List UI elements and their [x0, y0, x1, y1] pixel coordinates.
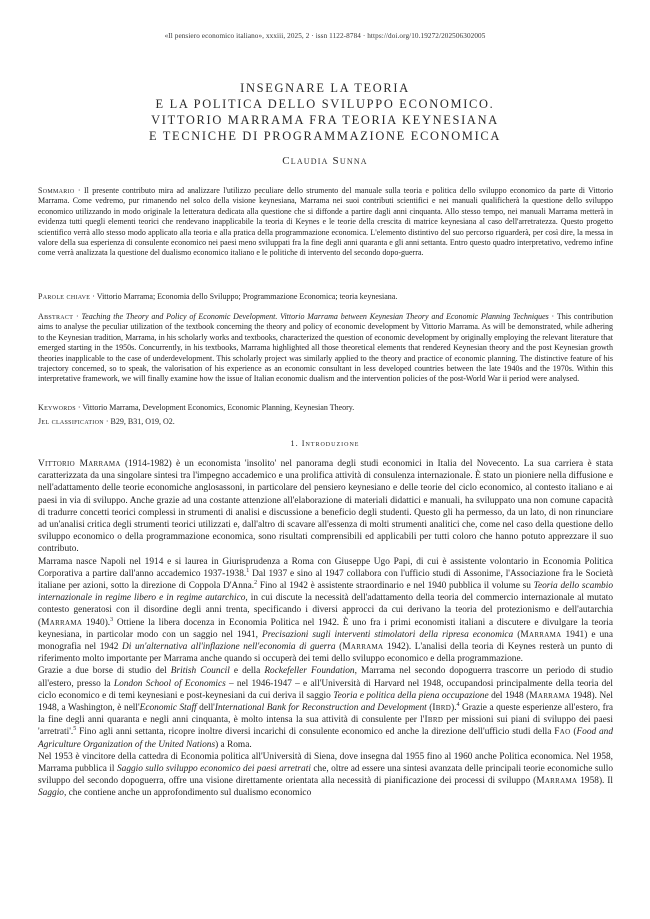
- jel-text: B29, B31, O19, O2.: [110, 417, 175, 426]
- p2-text-i: (: [335, 642, 343, 653]
- parole-chiave-label: Parole chiave: [38, 292, 91, 301]
- p3-text-m: (: [570, 727, 577, 738]
- p2-text-c: Fino al 1942 è assistente straordinario e nel 1940 pubblica il volume su: [257, 581, 534, 592]
- title-line-3: VITTORIO MARRAMA FRA TEORIA KEYNESIANA: [151, 113, 499, 127]
- p3-italic-5: Economic Staff: [139, 703, 197, 714]
- p3-italic-7: Food and Agriculture Organization of the United Nations: [38, 727, 614, 750]
- abstract-label: Abstract: [38, 312, 74, 321]
- p4-text-d: , che contiene anche un approfondimento sul dualismo economico: [63, 788, 312, 799]
- p3-text-e: del 1948 (: [488, 690, 530, 701]
- sommario-label: Sommario: [38, 186, 75, 195]
- p2-text-j: 1942). L'analisi della teoria di Keynes resterà un punto di riferimento molto importante per Marrama anche quando si occuperà dei temi dello sviluppo economico e della programmazione.: [38, 642, 613, 665]
- p4-text-a: Nel 1953 è vincitore della cattedra di Economia politica all'Università di Siena, dove insegna dal 1955 fino al 1960 anche Politica economica. Nel 1958, Marrama pubblica il: [38, 751, 613, 775]
- sommario-text: Il presente contributo mira ad analizzare l'utilizzo peculiare dello strumento del manuale sulla teoria e politica dello sviluppo economico da parte di Vittorio Marrama. Come vedremo, pur rimanendo nel solco della visione keynesiana, Marrama nei suoi contributi scientifici e nei manuali qualificherà la questione dello sviluppo economico utilizzando in modo originale la letteratura dedicata alla questione che si diffonde a partire dagli anni cinquanta. Allo stesso tempo, nei manuali Marrama metterà in evidenza tutti quegli elementi teorici che rendevano inapplicabile la teoria di Keynes e le teorie della crescita di matrice keynesiana al caso dell'arretratezza. Questo progetto scientifico verrà allo stesso modo applicato alla teoria e alla pratica della programmazione economica. L'elemento distintivo del suo percorso riguarderà, per così dire, la messa in valore della sua esperienza di consulente economico nei paesi meno sviluppati fra la fine degli anni quaranta e gli anni settanta. Entro questo quadro interpretativo, vedremo infine come verrà analizzata la questione del dualismo economico italiano e le politiche di intervento del secondo dopo-guerra.: [38, 186, 613, 258]
- p2-text-b: Dal 1937 e sino al 1947 collabora con l'ufficio studi di Assonime, l'Associazione fra le Società italiane per azioni, sotto la direzione di Coppola D'Anna.: [38, 568, 614, 592]
- p4-text-b: che, oltre ad essere una sintesi avanzata delle principali teorie economiche sullo sviluppo del secondo dopoguerra, offre una visione direttamente orientata alla necessità di pianificazione dei processi di sviluppo (: [38, 764, 613, 787]
- footnote-ref-1[interactable]: 1: [246, 567, 250, 574]
- citation: Marrama: [529, 690, 571, 701]
- p3-text-i: ).: [451, 703, 457, 714]
- article-title: [40, 80, 610, 144]
- p4-italic-1: Saggio sullo sviluppo economico dei paesi arretrati: [116, 764, 311, 775]
- abstract-block: Abstract · Teaching the Theory and Policy of Economic Development. Vittorio Marrama between Keynesian Theory and Economic Planning Techniques · This contribution aims to analyse the peculiar utilization of the textbook concerning the theory and policy of economic development by Vittorio Marrama. As will be demonstrated, while adhering to the Keynesian tradition, Marrama, in his scholarly works and textbooks, characterized the question of economic development by originally employing the relevant literature that emerged starting in the 1950s. Concurrently, in his textbooks, Marrama highlighted all those theoretical elements that rendered Keynesian theory and the post Keynesian growth theories inapplicable to the case of underdevelopment. This scholarly project was similarly applied to the theory and practice of economic planning. The distinctive feature of his trajectory concerned, so to speak, the valorisation of his experience as an economic consultant in less developed countries between the late 1940s and the 1970s. Within this interpretative framework, we will finally examine how the issue of Italian economic dualism and the intervention policies of the post-World War ii period were analysed.: [38, 312, 614, 384]
- p3-italic-1: British Council: [170, 666, 230, 677]
- p4-text-c: 1958). Il: [577, 776, 613, 787]
- p3-text-l: Fino agli anni settanta, ricopre inoltre diversi incarichi di consulente economico ed anche la direzione dell'ufficio studi della: [76, 727, 555, 738]
- p3-text-g: dell': [196, 703, 215, 714]
- p3-italic-2: Rockefeller Foundation: [264, 666, 355, 677]
- title-line-4: E TECNICHE DI PROGRAMMAZIONE ECONOMICA: [148, 129, 502, 143]
- p3-text-c: , Marrama nel secondo dopoguerra trascorre un periodo di studio all'estero, presso la: [38, 666, 613, 689]
- p2-text-f: Ottiene la libera docenza in Economia Politica nel 1942. È uno fra i primi economisti italiani a discutere e divulgare la teoria keynesiana, in particolar modo con un saggio nel 1941,: [38, 617, 613, 640]
- paragraph-2: [38, 556, 613, 666]
- paragraph-4: [38, 751, 613, 800]
- p3-text-n: ) a Roma.: [215, 739, 252, 750]
- p3-text-k: per missioni sui piani di sviluppo dei paesi 'arretrati'.: [38, 715, 613, 738]
- p3-text-f: 1948). Nel 1948, a Washington, è nell': [38, 690, 613, 714]
- p3-text-h: (: [426, 703, 433, 714]
- p2-text-e: 1940).: [82, 617, 111, 628]
- p3-text-j: Grazie a queste esperienze all'estero, fra la fine degli anni quaranta e negli anni cinquanta, è molto intensa la sua attività di consulente per l': [38, 703, 613, 726]
- title-line-2: E LA POLITICA DELLO SVILUPPO ECONOMICO.: [155, 97, 495, 111]
- paragraph-1-text: (1914-1982) è un economista 'insolito' nel panorama degli studi economici in Italia del Novecento. La sua carriera è stata caratterizzata da una singolare sintesi tra l'impegno accademico e una prolifica attività di consulenza internazionale. È stato un pioniere nella diffusione e nell'adattamento delle teorie economiche anglosassoni, in particolare del pensiero keynesiano e delle teorie del ciclo economico, al contesto italiano e ai paesi in via di sviluppo. Anche grazie ad una costante attenzione all'elaborazione di materiali didattici e manuali, ha sviluppato una non comune capacità di tradurre concetti teorici complessi in strumenti di analisi e discussione a beneficio degli studenti. Questo gli ha permesso, da un lato, di non rinunciare ad un'analisi critica degli strumenti teorici utilizzati e, dall'altro di scavare all'essenza di molti strumenti analitici che, come nel caso della questione dello sviluppo economico o della programmazione economica, sono risultati comprensibili ed applicabili per tutti coloro che hanno potuto apprezzare il suo contributo.: [38, 459, 613, 555]
- p3-italic-3: London School of Economics: [113, 678, 226, 689]
- parole-chiave-block: Parole chiave · Vittorio Marrama; Economia dello Sviluppo; Programmazione Economica; teoria keynesiana.: [38, 292, 398, 301]
- sommario-block: Sommario · Il presente contributo mira ad analizzare l'utilizzo peculiare dello strumento del manuale sulla teoria e politica dello sviluppo economico da parte di Vittorio Marrama. Come vedremo, pur rimanendo nel solco della visione keynesiana, Marrama nei suoi contributi scientifici e nei manuali qualificherà la questione dello sviluppo economico utilizzando in modo originale la letteratura dedicata alla questione che si diffonde a partire dagli anni cinquanta. Allo stesso tempo, nei manuali Marrama metterà in evidenza tutti quegli elementi teorici che rendevano inapplicabile la teoria di Keynes e le teorie della crescita di matrice keynesiana al caso dell'arretratezza. Questo progetto scientifico verrà allo stesso modo applicato alla teoria e alla pratica della programmazione economica. L'elemento distintivo del suo percorso riguarderà, per così dire, la messa in valore della sua esperienza di consulente economico nei paesi meno sviluppati fra la fine degli anni quaranta e gli anni settanta. Entro questo quadro interpretativo, vedremo infine come verrà analizzata la questione del dualismo economico italiano e le politiche di intervento del secondo dopo-guerra.: [38, 186, 613, 258]
- footnote-ref-4[interactable]: 4: [456, 701, 460, 708]
- abstract-title: Teaching the Theory and Policy of Economic Development. Vittorio Marrama between Keynesian Theory and Economic Planning Techniques: [81, 312, 549, 321]
- parole-chiave-text: Vittorio Marrama; Economia dello Sviluppo; Programmazione Economica; teoria keynesiana.: [96, 292, 398, 301]
- p2-text-h: 1941) e una monografia nel 1942: [38, 629, 613, 653]
- footnote-ref-3[interactable]: 3: [110, 616, 114, 623]
- p2-text-a: Marrama nasce Napoli nel 1914 e si laurea in Giurisprudenza a Roma con Giuseppe Ugo Papi, di cui è assistente volontario in Economia Politica Corporativa a partire dall'anno accademico 1937-1938.: [38, 556, 613, 579]
- citation: Marrama: [536, 776, 578, 787]
- citation: Marrama: [520, 629, 562, 640]
- citation: Marrama: [41, 617, 83, 628]
- p4-italic-2: Saggio: [38, 788, 64, 799]
- acronym: Ibrd: [424, 715, 444, 726]
- p3-text-a: Grazie a due borse di studio del: [38, 666, 171, 677]
- p3-text-b: e della: [229, 666, 265, 677]
- p2-text-d: , in cui discute la necessità dell'adattamento della teoria del commercio internazionale al mutato contesto generatosi con il disordine degli anni trenta, specificando i diversi approcci da cui derivano la teoria del protezionismo e dell'autarchia (: [38, 593, 613, 628]
- title-line-1: INSEGNARE LA TEORIA: [240, 81, 410, 95]
- keywords-label: Keywords: [38, 403, 76, 412]
- article-body: [38, 458, 613, 800]
- author-name: Claudia Sunna: [282, 155, 368, 167]
- acronym: Fao: [554, 727, 571, 738]
- keywords-block: Keywords · Vittorio Marrama, Development Economics, Economic Planning, Keynesian Theory.: [38, 403, 355, 412]
- p3-italic-6: International Bank for Reconstruction and Development: [214, 703, 427, 714]
- abstract-text: This contribution aims to analyse the peculiar utilization of the textbook concerning the theory and policy of economic development by Vittorio Marrama. As will be demonstrated, while adhering to the Keynesian tradition, Marrama, in his scholarly works and textbooks, characterized the question of economic development by originally employing the relevant literature that emerged starting in the 1950s. Concurrently, in his textbooks, Marrama highlighted all those theoretical elements that rendered Keynesian theory and the post Keynesian growth theories inapplicable to the case of underdevelopment. This scholarly project was similarly applied to the theory and practice of economic planning. The distinctive feature of his trajectory concerned, so to speak, the valorisation of his experience as an economic consultant in less developed countries between the late 1940s and the 1970s. Within this interpretative framework, we will finally examine how the issue of Italian economic dualism and the intervention policies of the post-World War ii period were analysed.: [38, 312, 614, 384]
- paragraph-3: [38, 665, 613, 750]
- paragraph-1: [38, 458, 613, 556]
- p3-italic-4: Teoria e politica della piena occupazione: [333, 690, 489, 701]
- p3-text-d: – nel 1946-1947 – e all'Università di Harvard nel 1948, occupandosi principalmente della teoria del ciclo economico e di temi keynesiani e post-keynesiani da cui deriva il saggio: [38, 678, 613, 701]
- jel-label: Jel classification: [38, 417, 104, 426]
- p2-italic-2: Precisazioni sugli interventi stimolatori della ripresa economica: [261, 629, 514, 640]
- acronym: Ibrd: [432, 703, 452, 714]
- section-heading: 1. Introduzione: [290, 439, 360, 448]
- author-subject-name: Vittorio Marrama: [38, 459, 121, 469]
- keywords-text: Vittorio Marrama, Development Economics, Economic Planning, Keynesian Theory.: [82, 403, 355, 412]
- jel-block: Jel classification · B29, B31, O19, O2.: [38, 417, 175, 426]
- citation: Marrama: [342, 642, 384, 653]
- journal-header: «Il pensiero economico italiano», xxxiii, 2025, 2 · issn 1122-8784 · https://doi.org/10.19272/202506302005: [164, 32, 486, 40]
- p2-italic-1: Teoria dello scambio internazionale in regime libero e in regime autarchico: [38, 581, 614, 604]
- footnote-ref-2[interactable]: 2: [254, 579, 258, 586]
- p2-text-g: (: [513, 629, 521, 640]
- p2-italic-3: Di un'alternativa all'inflazione nell'economia di guerra: [122, 642, 336, 653]
- footnote-ref-5[interactable]: 5: [73, 726, 77, 733]
